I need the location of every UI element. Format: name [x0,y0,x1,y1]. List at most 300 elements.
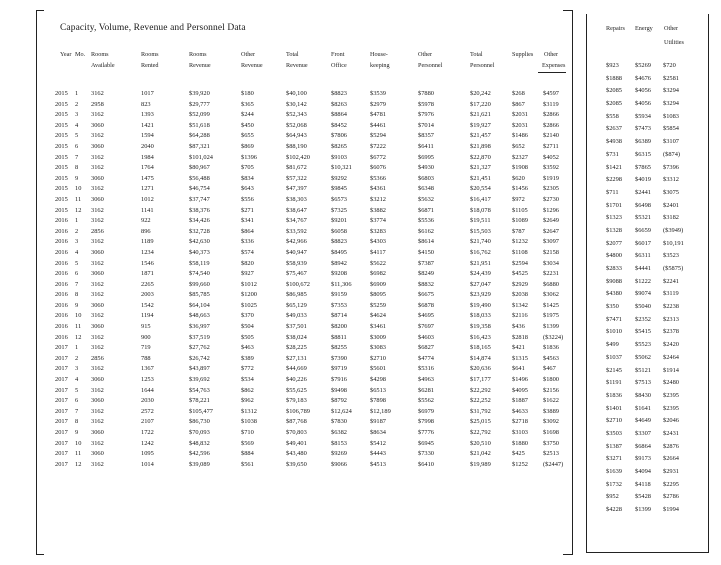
cell-total-personnel: $21,042 [470,450,491,458]
cell-other-personnel: $8249 [418,270,434,278]
cell-other-revenue: $365 [241,100,254,108]
cell-rooms-revenue: $58,119 [189,259,210,267]
cell-other-expenses: $4563 [543,354,559,362]
utilities-row [600,428,710,441]
cell-energy: $6498 [635,201,651,209]
cell-rooms-available: 3162 [91,217,104,225]
cell-repairs: $2298 [606,176,622,184]
cell-total-personnel: $21,451 [470,174,491,182]
cell-supplies: $652 [512,142,525,150]
table-row [0,131,600,142]
cell-other-personnel: $6945 [418,439,434,447]
cell-month: 1 [75,217,79,225]
cell-energy: $4118 [635,480,651,488]
cell-other-personnel: $7998 [418,418,434,426]
cell-other-revenue: $862 [241,386,254,394]
cell-month: 9 [75,301,79,309]
cell-repairs: $350 [606,303,619,311]
cell-supplies: $3103 [512,429,528,436]
cell-rooms-revenue: $42,630 [189,238,210,246]
cell-other-expenses: $4597 [543,90,559,97]
cell-front-office: $9066 [331,460,347,468]
cell-month: 12 [75,460,82,468]
cell-total-revenue: $28,225 [286,344,307,352]
cell-repairs: $1421 [606,163,622,171]
cell-energy: $2352 [635,315,651,323]
cell-year: 2016 [55,217,68,225]
cell-other-revenue: $336 [241,238,254,246]
table-row [0,311,600,322]
cell-rooms-available: 3162 [91,418,104,426]
cell-other-revenue: $710 [241,429,254,436]
cell-total-revenue: $52,343 [286,111,307,119]
cell-rooms-available: 3162 [91,185,104,193]
cell-rooms-available: 2856 [91,227,104,235]
cell-month: 5 [75,132,79,140]
cell-year: 2016 [55,291,68,299]
header-housekeeping-2: keeping [370,62,390,69]
cell-housekeeping: $12,189 [370,407,391,415]
cell-front-office: $9103 [331,153,347,161]
cell-supplies: $1908 [512,164,528,172]
cell-rooms-available: 3060 [91,397,104,405]
cell-housekeeping: $8095 [370,291,386,299]
table-row [0,290,600,301]
cell-other-expenses: $2711 [543,142,559,150]
cell-total-personnel: $25,015 [470,418,491,426]
cell-front-office: $9269 [331,450,347,458]
cell-repairs: $4938 [606,138,622,146]
cell-year: 2017 [55,386,68,394]
cell-other-expenses: $2513 [543,450,559,458]
cell-housekeeping: $3212 [370,195,386,203]
cell-year: 2017 [55,354,68,362]
cell-front-office: $7830 [331,418,347,426]
cell-supplies: $2031 [512,121,528,129]
cell-front-office: $8153 [331,439,347,447]
cell-total-revenue: $39,650 [286,460,307,468]
cell-other-revenue: $505 [241,333,254,341]
cell-month: 10 [75,312,82,320]
cell-rooms-available: 3162 [91,439,104,447]
cell-supplies: $1232 [512,238,528,246]
cell-housekeeping: $2710 [370,354,386,362]
cell-repairs: $1836 [606,391,622,399]
table-row [0,460,600,471]
cell-other-utilities: $2480 [663,379,679,387]
cell-supplies: $2031 [512,111,528,119]
top-right-tick [563,10,573,11]
cell-energy: $5121 [635,366,651,374]
cell-other-personnel: $6281 [418,386,434,394]
cell-other-personnel: $5978 [418,100,434,108]
cell-energy: $7513 [635,379,651,387]
utilities-row [600,123,710,136]
cell-other-expenses: $1975 [543,312,559,320]
table-row [0,184,600,195]
cell-other-personnel: $6411 [418,142,434,150]
cell-other-utilities: $1914 [663,366,679,374]
cell-other-expenses: ($2447) [543,460,564,468]
cell-total-revenue: $38,024 [286,333,307,341]
utilities-row [600,73,710,86]
cell-repairs: $9088 [606,277,622,285]
cell-other-personnel: $8832 [418,280,434,288]
cell-rooms-available: 3162 [91,291,104,299]
cell-year: 2015 [55,121,68,129]
cell-rooms-available: 3162 [91,111,104,119]
cell-total-personnel: $18,165 [470,344,491,352]
cell-year: 2015 [55,164,68,172]
cell-housekeeping: $6772 [370,153,386,161]
cell-other-utilities: $3075 [663,188,679,196]
header-rooms-available-1: Rooms [91,51,109,58]
cell-supplies: $1108 [512,248,528,256]
cell-supplies: $641 [512,365,525,373]
cell-other-personnel: $6410 [418,460,434,468]
cell-year: 2015 [55,153,68,161]
cell-rooms-available: 3060 [91,121,104,129]
cell-other-revenue: $705 [241,164,254,172]
cell-housekeeping: $5412 [370,439,386,447]
cell-repairs: $1639 [606,468,622,475]
header-mo: Mo. [75,51,86,58]
cell-energy: $6315 [635,150,651,158]
header-year: Year [60,51,72,58]
cell-total-personnel: $15,503 [470,227,491,235]
cell-energy: $6659 [635,226,651,234]
cell-total-personnel: $20,510 [470,439,491,447]
cell-rooms-rented: 915 [141,323,151,331]
cell-repairs: $2085 [606,100,622,108]
utilities-row [600,479,710,492]
cell-rooms-available: 3060 [91,174,104,182]
cell-total-personnel: $16,423 [470,333,491,341]
cell-rooms-revenue: $37,519 [189,333,210,341]
utilities-row [600,238,710,251]
cell-year: 2016 [55,238,68,246]
cell-other-revenue: $869 [241,142,254,150]
table-row [0,407,600,418]
cell-other-expenses: $1836 [543,344,559,352]
cell-rooms-available: 3060 [91,429,104,436]
cell-energy: $6389 [635,138,651,146]
cell-housekeeping: $5366 [370,174,386,182]
cell-month: 3 [75,365,79,373]
header-rooms-rented-2: Rented [141,62,159,69]
cell-month: 10 [75,439,82,447]
cell-total-personnel: $17,220 [470,100,491,108]
cell-total-revenue: $38,303 [286,195,307,203]
cell-rooms-available: 3060 [91,376,104,384]
utilities-row [600,136,710,149]
header-other-expenses-1: Other [544,51,559,58]
cell-other-utilities: ($5875) [663,265,684,272]
cell-other-personnel: $5562 [418,397,434,405]
header-underline [538,72,566,73]
cell-other-utilities: $3294 [663,87,679,95]
cell-rooms-rented: 1546 [141,259,154,267]
cell-housekeeping: $7222 [370,142,386,150]
cell-energy: $6311 [635,252,651,260]
cell-month: 3 [75,111,79,119]
cell-supplies: $2594 [512,259,528,267]
cell-other-utilities: $1994 [663,506,679,514]
cell-rooms-rented: 1542 [141,301,154,309]
cell-other-personnel: $6878 [418,301,434,309]
cell-front-office: $7353 [331,301,347,309]
cell-other-expenses: $467 [543,365,556,373]
cell-energy: $5523 [635,341,651,349]
cell-supplies: $2038 [512,291,528,299]
cell-supplies: $1880 [512,439,528,447]
cell-other-expenses: $2231 [543,270,559,278]
cell-other-utilities: $2464 [663,353,679,361]
cell-month: 11 [75,195,82,203]
cell-repairs: $558 [606,112,619,120]
cell-other-expenses: $1800 [543,376,559,384]
cell-housekeeping: $8634 [370,429,386,436]
cell-other-utilities: $2786 [663,493,679,501]
cell-other-personnel: $5536 [418,217,434,225]
cell-other-revenue: $1038 [241,418,257,426]
top-left-tick [36,10,44,11]
cell-rooms-available: 3162 [91,259,104,267]
cell-other-personnel: $4695 [418,312,434,320]
cell-repairs: $2077 [606,239,622,247]
cell-repairs: $3271 [606,455,622,463]
cell-energy: $9074 [635,290,651,298]
cell-other-expenses: $2866 [543,111,559,119]
cell-supplies: $1252 [512,460,528,468]
cell-other-personnel: $6348 [418,185,434,193]
cell-month: 2 [75,100,79,108]
cell-rooms-revenue: $37,747 [189,195,210,203]
header-total-revenue-1: Total [286,51,299,58]
cell-energy: $5269 [635,62,651,69]
cell-year: 2015 [55,90,68,97]
cell-other-revenue: $1312 [241,407,257,415]
cell-rooms-revenue: $43,897 [189,365,210,373]
cell-supplies: $421 [512,344,525,352]
cell-other-expenses: $1399 [543,323,559,331]
cell-total-revenue: $65,129 [286,301,307,309]
cell-repairs: $1401 [606,404,622,412]
cell-housekeeping: $4117 [370,248,386,256]
cell-month: 12 [75,206,82,214]
cell-repairs: $2710 [606,417,622,425]
cell-rooms-available: 3162 [91,407,104,415]
cell-year: 2015 [55,174,68,182]
cell-energy: $1641 [635,404,651,412]
cell-energy: $8430 [635,391,651,399]
cell-rooms-revenue: $34,426 [189,217,210,225]
cell-rooms-revenue: $38,376 [189,206,210,214]
utilities-row [600,250,710,263]
cell-rooms-available: 3162 [91,344,104,352]
cell-front-office: $9159 [331,291,347,299]
cell-energy: $2441 [635,188,651,196]
table-row [0,89,600,100]
table-row [0,269,600,280]
cell-total-revenue: $38,647 [286,206,307,214]
cell-energy: $4056 [635,87,651,95]
table-row [0,354,600,365]
cell-other-expenses: $3119 [543,100,559,108]
cell-other-utilities: $3119 [663,290,679,298]
cell-month: 7 [75,280,79,288]
cell-other-personnel: $6162 [418,227,434,235]
cell-month: 6 [75,270,79,278]
cell-year: 2015 [55,111,68,119]
header-front-office-2: Office [331,62,347,69]
cell-total-revenue: $34,767 [286,217,307,225]
cell-other-expenses: $4052 [543,153,559,161]
cell-other-utilities: $3294 [663,100,679,108]
header-energy: Energy [635,25,653,32]
cell-front-office: $6382 [331,429,347,436]
cell-other-expenses: $6880 [543,280,559,288]
cell-total-personnel: $19,989 [470,460,491,468]
cell-housekeeping: $4781 [370,111,386,119]
utilities-row [600,339,710,352]
cell-repairs: $499 [606,341,619,349]
cell-rooms-revenue: $39,089 [189,460,210,468]
cell-other-utilities: $2581 [663,74,679,82]
cell-year: 2017 [55,365,68,373]
cell-rooms-rented: 1393 [141,111,154,119]
cell-total-revenue: $27,131 [286,354,307,362]
cell-other-expenses: $2730 [543,195,559,203]
utilities-row [600,415,710,428]
table-row [0,417,600,428]
cell-repairs: $1387 [606,442,622,450]
cell-total-revenue: $33,592 [286,227,307,235]
cell-other-revenue: $864 [241,227,254,235]
cell-other-personnel: $6675 [418,291,434,299]
cell-front-office: $8255 [331,344,347,352]
cell-housekeeping: $4303 [370,238,386,246]
cell-energy: $4676 [635,74,651,82]
cell-rooms-rented: 1095 [141,450,154,458]
cell-rooms-rented: 896 [141,227,151,235]
cell-other-expenses: $1425 [543,301,559,309]
cell-total-personnel: $22,252 [470,397,491,405]
cell-supplies: $972 [512,195,525,203]
cell-rooms-rented: 1242 [141,439,154,447]
utilities-row [600,314,710,327]
cell-other-utilities: $10,191 [663,239,684,247]
cell-front-office: $8263 [331,100,347,108]
cell-other-revenue: $534 [241,376,254,384]
cell-other-revenue: $1025 [241,301,257,309]
table-row [0,153,600,164]
cell-total-revenue: $37,501 [286,323,307,331]
cell-rooms-rented: 1764 [141,164,154,172]
cell-rooms-revenue: $26,742 [189,354,210,362]
cell-rooms-rented: 922 [141,217,151,225]
cell-total-personnel: $16,762 [470,248,491,256]
cell-rooms-rented: 1871 [141,270,154,278]
cell-front-office: $6573 [331,195,347,203]
cell-housekeeping: $6076 [370,164,386,172]
cell-energy: $1222 [635,277,651,285]
cell-supplies: $2116 [512,312,528,320]
cell-other-expenses: $2156 [543,386,559,394]
header-other-expenses-2: Expenses [542,62,566,69]
utilities-row [600,162,710,175]
cell-rooms-rented: 2265 [141,280,154,288]
page-title: Capacity, Volume, Revenue and Personnel Data [60,23,246,33]
cell-housekeeping: $4443 [370,450,386,458]
cell-total-personnel: $18,078 [470,206,491,214]
cell-front-office: $9498 [331,386,347,394]
cell-housekeeping: $3774 [370,217,386,225]
cell-front-office: $8792 [331,397,347,405]
table-row [0,237,600,248]
cell-total-personnel: $19,927 [470,121,491,129]
cell-repairs: $4228 [606,506,622,514]
cell-energy: $7865 [635,163,651,171]
cell-rooms-available: 3162 [91,90,104,97]
cell-total-personnel: $24,439 [470,270,491,278]
cell-rooms-revenue: $78,221 [189,397,210,405]
cell-rooms-available: 3162 [91,132,104,140]
cell-rooms-rented: 1367 [141,365,154,373]
cell-other-revenue: $1200 [241,291,257,299]
cell-year: 2016 [55,323,68,331]
utilities-row [600,98,710,111]
table-row [0,110,600,121]
cell-rooms-rented: 1012 [141,195,154,203]
cell-rooms-rented: 2030 [141,397,154,405]
cell-rooms-available: 3162 [91,312,104,320]
cell-other-revenue: $556 [241,195,254,203]
cell-other-revenue: $772 [241,365,254,373]
cell-month: 4 [75,376,79,384]
cell-rooms-revenue: $36,997 [189,323,210,331]
cell-energy: $3307 [635,429,651,437]
cell-month: 11 [75,450,82,458]
table-row [0,195,600,206]
cell-supplies: $1496 [512,376,528,384]
header-front-office-1: Front [331,51,345,58]
cell-other-personnel: $4603 [418,333,434,341]
cell-rooms-revenue: $85,785 [189,291,210,299]
cell-rooms-revenue: $56,488 [189,174,210,182]
utilities-row [600,288,710,301]
cell-other-expenses: $2647 [543,227,559,235]
cell-rooms-revenue: $39,692 [189,376,210,384]
cell-energy: $5062 [635,353,651,361]
cell-total-revenue: $49,401 [286,439,307,447]
cell-rooms-revenue: $64,288 [189,132,210,140]
table-row [0,100,600,111]
cell-rooms-rented: 1141 [141,206,154,214]
data-table [0,89,600,470]
cell-other-utilities: $1083 [663,112,679,120]
cell-total-revenue: $42,966 [286,238,307,246]
cell-front-office: $11,306 [331,280,352,288]
header-total-personnel-2: Personnel [470,62,495,69]
cell-supplies: $620 [512,174,525,182]
cell-other-utilities: $2395 [663,391,679,399]
table-row [0,259,600,270]
cell-month: 1 [75,344,79,352]
cell-rooms-rented: 2107 [141,418,154,426]
cell-rooms-rented: 1014 [141,460,154,468]
cell-year: 2016 [55,301,68,309]
